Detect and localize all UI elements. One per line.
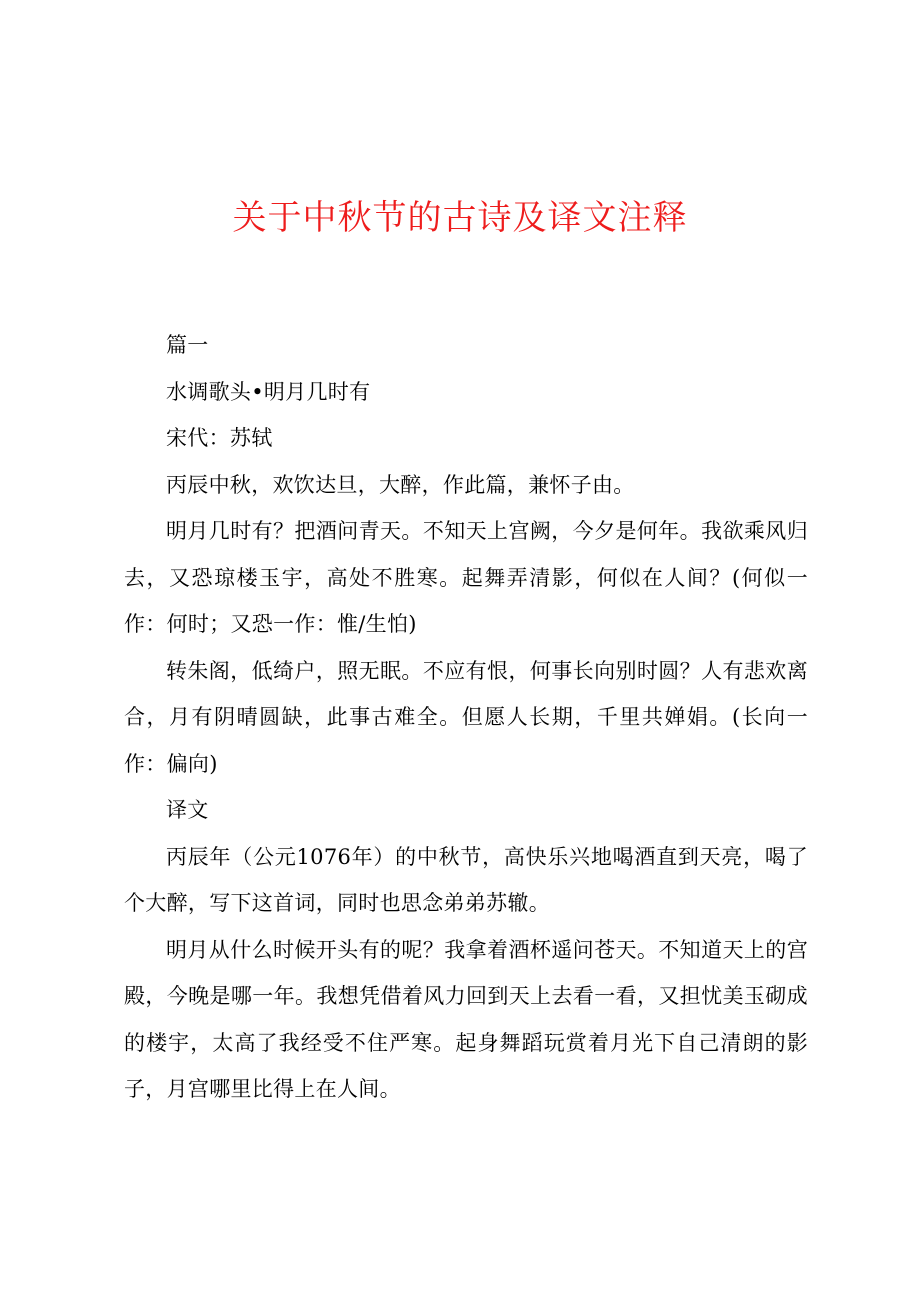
- translation-heading: 译文: [166, 798, 209, 822]
- translation-paragraph: 明月从什么时候开头有的呢？我拿着酒杯遥问苍天。不知道天上的宫殿，今晚是哪一年。我想凭借着风力回到天上去看一看，又担忧美玉砌成的楼宇，太高了我经受不住严寒。起身舞蹈玩赏着月光下自己清朗的影子，月宫哪里比得上在人间。: [124, 937, 808, 1101]
- poem-stanza-1: 明月几时有？把酒问青天。不知天上宫阙，今夕是何年。我欲乘风归去，又恐琼楼玉宇，高处不胜寒。起舞弄清影，何似在人间？(何似一作：何时；又恐一作：惟/生怕): [124, 519, 808, 636]
- poem-title: 水调歌头•明月几时有: [166, 379, 371, 404]
- section-heading: 篇一: [166, 333, 209, 357]
- document-title: 关于中秋节的古诗及译文注释: [232, 198, 688, 238]
- translation-paragraph: 丙辰年（公元1076年）的中秋节，高快乐兴地喝酒直到天亮，喝了个大醉，写下这首词，同时也思念弟弟苏辙。: [124, 844, 808, 915]
- poem-preface: 丙辰中秋，欢饮达旦，大醉，作此篇，兼怀子由。: [166, 472, 635, 497]
- document-body: [124, 322, 808, 1113]
- poem-stanza-2: 转朱阁，低绮户，照无眠。不应有恨，何事长向别时圆？人有悲欢离合，月有阴晴圆缺，此事古难全。但愿人长期，千里共婵娟。(长向一作：偏向): [124, 658, 808, 776]
- poem-author: 宋代：苏轼: [166, 426, 273, 450]
